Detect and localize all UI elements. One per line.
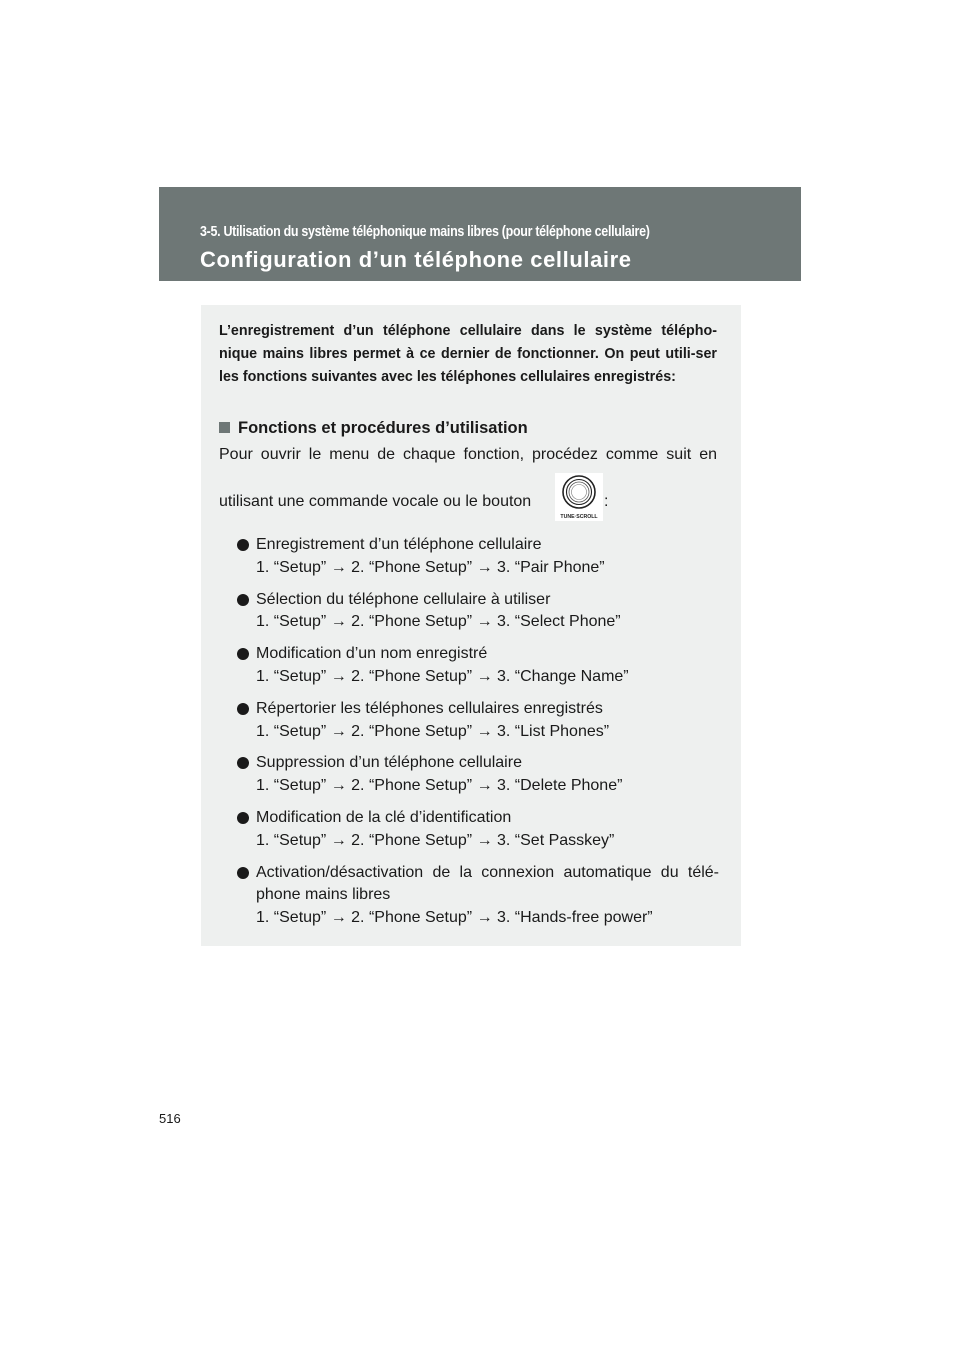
round-bullet-icon: [237, 812, 249, 824]
function-list: [237, 534, 719, 939]
item-title: Sélection du téléphone cellulaire à utiliser: [256, 590, 551, 608]
list-item: [237, 698, 719, 744]
subheading-text: Fonctions et procédures d’utilisation: [238, 419, 528, 437]
item-menu-path: 1. “Setup” → 2. “Phone Setup” → 3. “Pair Phone”: [256, 558, 605, 576]
content-panel: [201, 305, 741, 946]
item-menu-path: 1. “Setup” → 2. “Phone Setup” → 3. “Hands-free power”: [256, 909, 653, 927]
intro-paragraph: L’enregistrement d’un téléphone cellulaire dans le système télépho-nique mains libres permet à ce dernier de fonctionner. On peut utili-ser les fonctions suivantes avec les téléphones cellulaires enregistrés:: [219, 323, 717, 385]
item-menu-path: 1. “Setup” → 2. “Phone Setup” → 3. “Set Passkey”: [256, 831, 615, 849]
item-menu-path: 1. “Setup” → 2. “Phone Setup” → 3. “List Phones”: [256, 722, 610, 740]
item-title: Activation/désactivation de la connexion automatique du télé-phone mains libres: [256, 863, 719, 904]
item-title: Modification de la clé d’identification: [256, 808, 512, 826]
item-menu-path: 1. “Setup” → 2. “Phone Setup” → 3. “Delete Phone”: [256, 777, 623, 795]
section-header-band: [159, 187, 801, 281]
page-title: Configuration d’un téléphone cellulaire: [200, 247, 632, 272]
instruction-line-1: Pour ouvrir le menu de chaque fonction, procédez comme suit en: [219, 446, 717, 463]
colon-text: :: [604, 493, 609, 510]
list-item: [237, 643, 719, 689]
page-number: 516: [159, 1111, 181, 1126]
tune-scroll-knob-graphic: [555, 473, 603, 521]
item-title: Enregistrement d’un téléphone cellulaire: [256, 536, 542, 553]
item-title: Suppression d’un téléphone cellulaire: [256, 754, 522, 772]
list-item: [237, 534, 719, 580]
round-bullet-icon: [237, 539, 249, 551]
list-item: [237, 752, 719, 798]
item-menu-path: 1. “Setup” → 2. “Phone Setup” → 3. “Select Phone”: [256, 613, 621, 631]
round-bullet-icon: [237, 867, 249, 879]
round-bullet-icon: [237, 594, 249, 606]
section-label: 3-5. Utilisation du système téléphonique mains libres (pour téléphone cellulaire): [200, 224, 650, 240]
subheading: [219, 419, 528, 438]
instruction-line-2: utilisant une commande vocale ou le bouton: [219, 493, 532, 510]
list-item: [237, 807, 719, 853]
item-title: Répertorier les téléphones cellulaires enregistrés: [256, 699, 603, 717]
square-bullet-icon: [219, 422, 230, 433]
item-menu-path: 1. “Setup” → 2. “Phone Setup” → 3. “Change Name”: [256, 667, 629, 685]
round-bullet-icon: [237, 648, 249, 660]
tune-scroll-label: TUNE·SCROLL: [560, 514, 598, 520]
list-item: [237, 589, 719, 635]
item-title: Modification d’un nom enregistré: [256, 645, 488, 663]
list-item: [237, 862, 719, 930]
tune-scroll-knob-icon: [555, 473, 603, 521]
round-bullet-icon: [237, 757, 249, 769]
round-bullet-icon: [237, 703, 249, 715]
